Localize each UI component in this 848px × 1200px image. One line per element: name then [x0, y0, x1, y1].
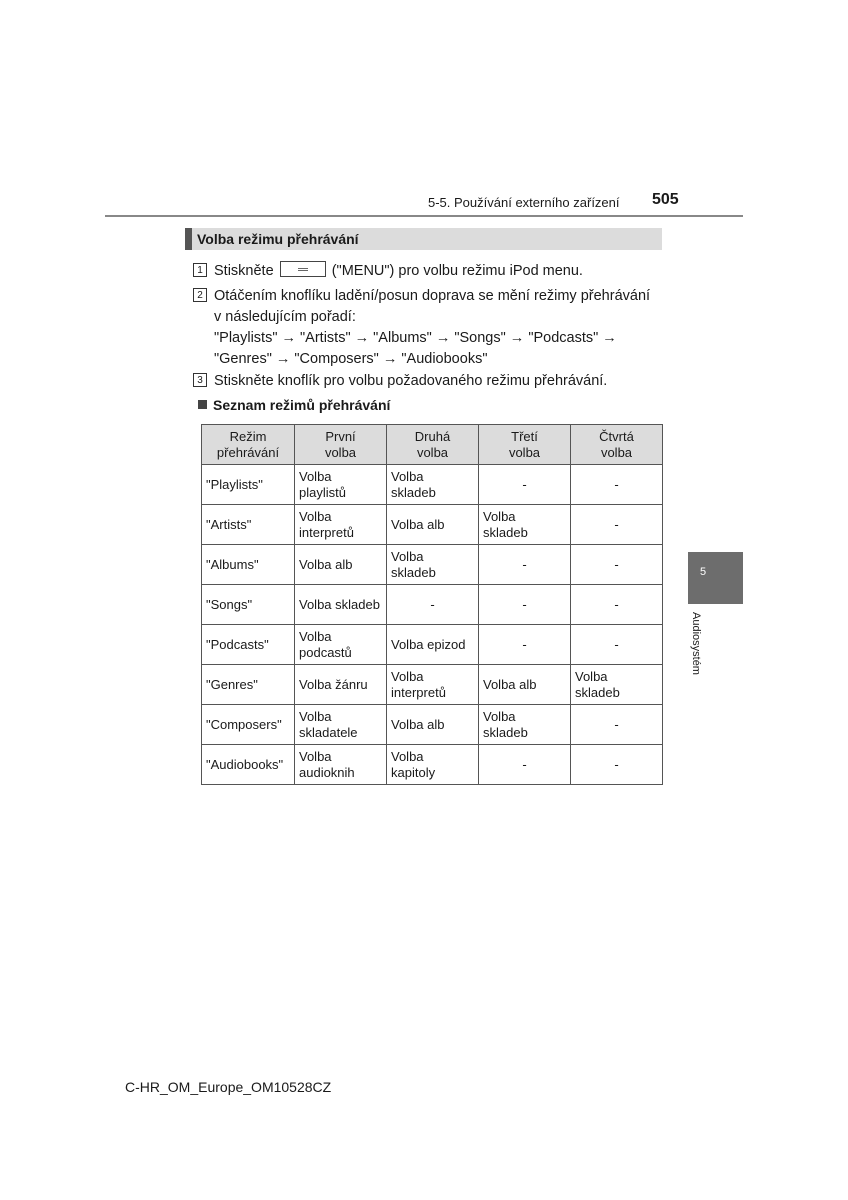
table-header-cell: Třetí volba	[479, 425, 571, 465]
table-cell: -	[479, 545, 571, 585]
menu-button-icon	[280, 261, 326, 277]
table-cell: Volba epizod	[387, 625, 479, 665]
square-bullet-icon	[198, 400, 207, 409]
step-number-2: 2	[193, 288, 207, 302]
table-cell: Volba kapitoly	[387, 745, 479, 785]
table-cell: -	[387, 585, 479, 625]
chapter-tab	[688, 552, 743, 604]
table-cell: Volba skladatele	[295, 705, 387, 745]
table-cell: Volba skladeb	[479, 705, 571, 745]
table-row	[202, 505, 663, 545]
table-cell: Volba žánru	[295, 665, 387, 705]
table-header-cell: Režim přehrávání	[202, 425, 295, 465]
table-cell: -	[571, 505, 663, 545]
section-title: Volba režimu přehrávání	[197, 231, 359, 247]
table-cell: -	[571, 585, 663, 625]
chapter-number: 5	[700, 566, 707, 578]
table-cell: "Artists"	[202, 505, 295, 545]
section-accent	[185, 228, 192, 250]
header-section-title: 5-5. Používání externího zařízení	[428, 195, 620, 210]
table-cell: -	[479, 585, 571, 625]
mode-order-line-1: "Playlists" → "Artists" → "Albums" → "Songs" → "Podcasts" →	[214, 330, 617, 346]
table-cell: Volba alb	[387, 505, 479, 545]
table-cell: -	[571, 625, 663, 665]
table-header-row	[202, 425, 663, 465]
table-cell: -	[571, 705, 663, 745]
table-cell: Volba skladeb	[571, 665, 663, 705]
table-cell: Volba playlistů	[295, 465, 387, 505]
table-cell: "Albums"	[202, 545, 295, 585]
table-row	[202, 705, 663, 745]
table-cell: -	[571, 465, 663, 505]
table-header-cell: Druhá volba	[387, 425, 479, 465]
subheading	[198, 397, 390, 413]
table-cell: Volba skladeb	[387, 545, 479, 585]
step-2-line-2: v následujícím pořadí:	[214, 309, 356, 325]
table-cell: -	[479, 745, 571, 785]
table-row	[202, 745, 663, 785]
table-cell: "Composers"	[202, 705, 295, 745]
table-cell: "Podcasts"	[202, 625, 295, 665]
header-divider	[105, 215, 743, 217]
table-cell: "Genres"	[202, 665, 295, 705]
step-3-text: Stiskněte knoflík pro volbu požadovaného režimu přehrávání.	[214, 373, 608, 389]
table-cell: -	[571, 745, 663, 785]
table-row	[202, 625, 663, 665]
table-cell: Volba podcastů	[295, 625, 387, 665]
table-cell: -	[571, 545, 663, 585]
table-header-cell: Čtvrtá volba	[571, 425, 663, 465]
table-cell: "Audiobooks"	[202, 745, 295, 785]
table-cell: Volba skladeb	[295, 585, 387, 625]
table-cell: Volba skladeb	[479, 505, 571, 545]
step-number-1: 1	[193, 263, 207, 277]
chapter-label: Audiosystém	[690, 612, 702, 675]
table-cell: "Playlists"	[202, 465, 295, 505]
playback-modes-table	[201, 424, 663, 785]
table-body	[202, 465, 663, 785]
table-row	[202, 585, 663, 625]
table-cell: Volba audioknih	[295, 745, 387, 785]
table-cell: Volba interpretů	[295, 505, 387, 545]
table-cell: "Songs"	[202, 585, 295, 625]
step-1-text-after: ("MENU") pro volbu režimu iPod menu.	[331, 263, 583, 279]
table-row	[202, 545, 663, 585]
page-number: 505	[652, 191, 679, 208]
step-2-line-1: Otáčením knoflíku ladění/posun doprava se mění režimy přehrávání	[214, 288, 651, 304]
table-cell: -	[479, 465, 571, 505]
mode-order-line-2: "Genres" → "Composers" → "Audiobooks"	[214, 351, 488, 367]
mode-order	[214, 328, 617, 370]
table-cell: Volba skladeb	[387, 465, 479, 505]
table-header-cell: První volba	[295, 425, 387, 465]
section-title-bar	[185, 228, 662, 250]
table-cell: -	[479, 625, 571, 665]
subheading-text: Seznam režimů přehrávání	[213, 397, 391, 413]
table-cell: Volba alb	[479, 665, 571, 705]
table-row	[202, 665, 663, 705]
table-row	[202, 465, 663, 505]
step-1-text-before: Stiskněte	[214, 263, 274, 279]
footer-code: C-HR_OM_Europe_OM10528CZ	[125, 1079, 332, 1095]
table-cell: Volba alb	[387, 705, 479, 745]
table-cell: Volba alb	[295, 545, 387, 585]
table-cell: Volba interpretů	[387, 665, 479, 705]
step-number-3: 3	[193, 373, 207, 387]
